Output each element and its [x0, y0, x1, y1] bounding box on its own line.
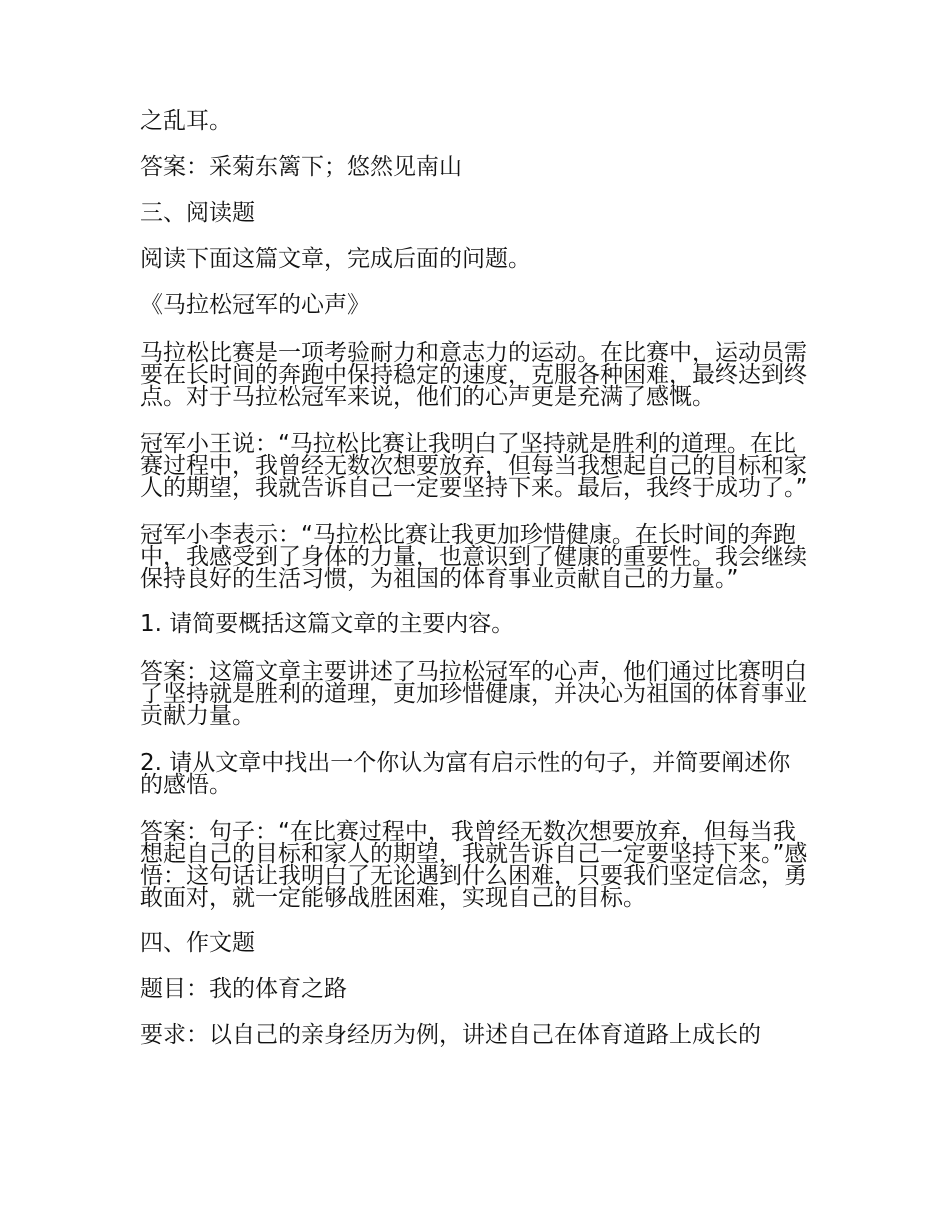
article-title: 《马拉松冠军的心声》: [140, 292, 370, 318]
instruction-line: 阅读下面这篇文章，完成后面的问题。: [140, 246, 531, 272]
question: 2. 请从文章中找出一个你认为富有启示性的句子，并简要阐述你的感悟。: [140, 750, 791, 798]
text-line: 之乱耳。: [140, 108, 232, 134]
answer-line: 答案：采菊东篱下；悠然见南山: [140, 154, 462, 180]
answer-paragraph: 答案：这篇文章主要讲述了马拉松冠军的心声，他们通过比赛明白了坚持就是胜利的道理，更加珍惜健康，并决心为祖国的体育事业贡献力量。: [140, 659, 807, 729]
document-body: [140, 103, 812, 1063]
essay-requirement: 要求：以自己的亲身经历为例，讲述自己在体育道路上成长的: [140, 1022, 761, 1048]
section-heading: 四、作文题: [140, 930, 255, 956]
essay-title: 题目：我的体育之路: [140, 976, 347, 1002]
answer-paragraph: 答案：句子：“在比赛过程中，我曾经无数次想要放弃，但每当我想起自己的目标和家人的期望，我就告诉自己一定要坚持下来。”感悟：这句话让我明白了无论遇到什么困难，只要我们坚定信念，勇敢面对，就一定能够战胜困难，实现自己的目标。: [140, 819, 808, 911]
article-paragraph: 冠军小王说：“马拉松比赛让我明白了坚持就是胜利的道理。在比赛过程中，我曾经无数次想要放弃，但每当我想起自己的目标和家人的期望，我就告诉自己一定要坚持下来。最后，我终于成功了。”: [140, 431, 808, 501]
section-heading: 三、阅读题: [140, 200, 255, 226]
article-paragraph: 冠军小李表示：“马拉松比赛让我更加珍惜健康。在长时间的奔跑中，我感受到了身体的力量，也意识到了健康的重要性。我会继续保持良好的生活习惯，为祖国的体育事业贡献自己的力量。”: [140, 522, 807, 592]
question: 1. 请简要概括这篇文章的主要内容。: [140, 611, 515, 637]
article-paragraph: 马拉松比赛是一项考验耐力和意志力的运动。在比赛中，运动员需要在长时间的奔跑中保持稳定的速度，克服各种困难，最终达到终点。对于马拉松冠军来说，他们的心声更是充满了感慨。: [140, 340, 807, 410]
